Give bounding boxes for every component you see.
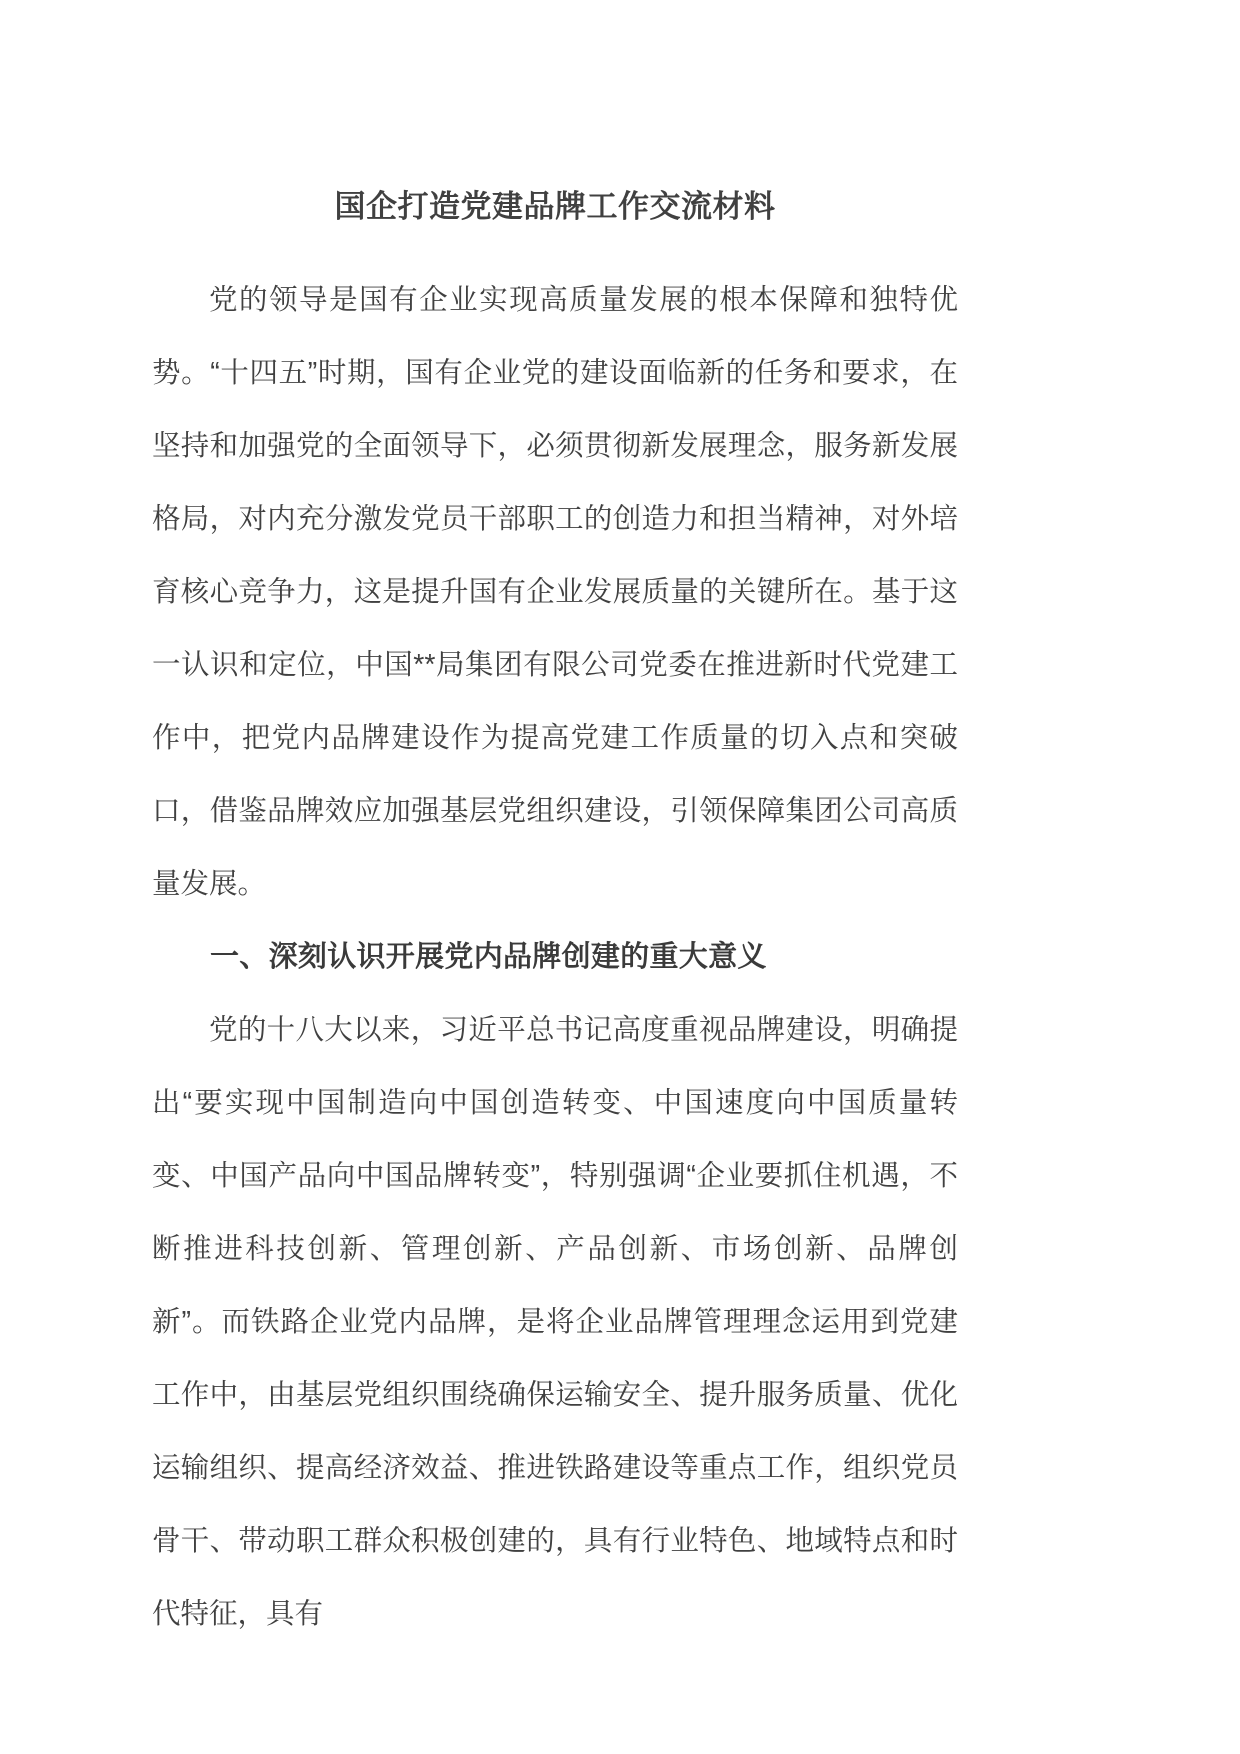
intro-paragraph: 党的领导是国有企业实现高质量发展的根本保障和独特优势。“十四五”时期，国有企业党的建设面临新的任务和要求，在坚持和加强党的全面领导下，必须贯彻新发展理念，服务新发展格局，对内充分激发党员干部职工的创造力和担当精神，对外培育核心竞争力，这是提升国有企业发展质量的关键所在。基于这一认识和定位，中国**局集团有限公司党委在推进新时代党建工作中，把党内品牌建设作为提高党建工作质量的切入点和突破口，借鉴品牌效应加强基层党组织建设，引领保障集团公司高质量发展。 [152,283,958,900]
page-title: 国企打造党建品牌工作交流材料 [334,189,776,224]
section-heading-one: 一、深刻认识开展党内品牌创建的重大意义 [210,940,767,973]
section-one-paragraph: 党的十八大以来，习近平总书记高度重视品牌建设，明确提出“要实现中国制造向中国创造转变、中国速度向中国质量转变、中国产品向中国品牌转变”，特别强调“企业要抓住机遇，不断推进科技创新、管理创新、产品创新、市场创新、品牌创新”。而铁路企业党内品牌，是将企业品牌管理理念运用到党建工作中，由基层党组织围绕确保运输安全、提升服务质量、优化运输组织、提高经济效益、推进铁路建设等重点工作，组织党员骨干、带动职工群众积极创建的，具有行业特色、地域特点和时代特征，具有 [152,1013,958,1630]
document-body [152,0,958,1651]
